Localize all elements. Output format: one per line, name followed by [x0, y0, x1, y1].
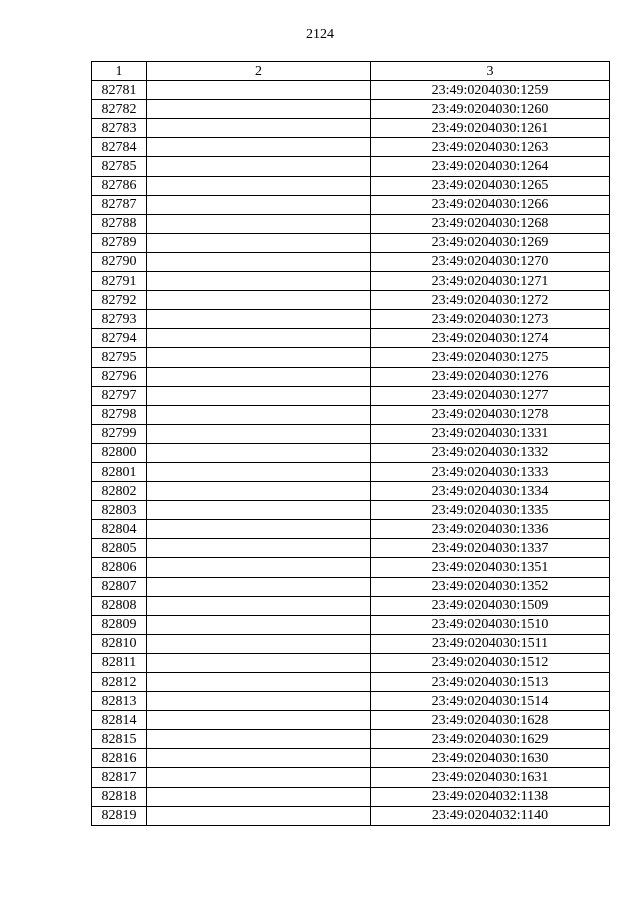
row-number-cell: 82812: [92, 673, 147, 692]
description-cell: [147, 214, 371, 233]
cadastral-number-cell: 23:49:0204030:1351: [371, 558, 610, 577]
row-number-cell: 82802: [92, 482, 147, 501]
description-cell: [147, 501, 371, 520]
cadastral-table: [91, 61, 610, 826]
cadastral-number-cell: 23:49:0204030:1511: [371, 634, 610, 653]
row-number-cell: 82817: [92, 768, 147, 787]
cadastral-number-cell: 23:49:0204030:1261: [371, 119, 610, 138]
description-cell: [147, 787, 371, 806]
column-header-3: 3: [371, 62, 610, 81]
table-row: [92, 443, 610, 462]
cadastral-number-cell: 23:49:0204030:1335: [371, 501, 610, 520]
row-number-cell: 82811: [92, 653, 147, 672]
column-header-1: 1: [92, 62, 147, 81]
table-row: [92, 348, 610, 367]
table-row: [92, 252, 610, 271]
cadastral-number-cell: 23:49:0204030:1278: [371, 405, 610, 424]
table-row: [92, 81, 610, 100]
table-row: [92, 176, 610, 195]
cadastral-number-cell: 23:49:0204030:1270: [371, 252, 610, 271]
description-cell: [147, 119, 371, 138]
description-cell: [147, 462, 371, 481]
table-row: [92, 214, 610, 233]
description-cell: [147, 310, 371, 329]
table-row: [92, 138, 610, 157]
table-body: [92, 81, 610, 826]
cadastral-number-cell: 23:49:0204030:1333: [371, 462, 610, 481]
cadastral-number-cell: 23:49:0204030:1352: [371, 577, 610, 596]
row-number-cell: 82805: [92, 539, 147, 558]
table-row: [92, 749, 610, 768]
row-number-cell: 82793: [92, 310, 147, 329]
table-row: [92, 386, 610, 405]
cadastral-number-cell: 23:49:0204030:1269: [371, 233, 610, 252]
description-cell: [147, 405, 371, 424]
cadastral-number-cell: 23:49:0204030:1513: [371, 673, 610, 692]
row-number-cell: 82815: [92, 730, 147, 749]
cadastral-number-cell: 23:49:0204030:1268: [371, 214, 610, 233]
description-cell: [147, 386, 371, 405]
cadastral-number-cell: 23:49:0204030:1277: [371, 386, 610, 405]
row-number-cell: 82807: [92, 577, 147, 596]
cadastral-number-cell: 23:49:0204030:1276: [371, 367, 610, 386]
cadastral-number-cell: 23:49:0204030:1263: [371, 138, 610, 157]
description-cell: [147, 768, 371, 787]
row-number-cell: 82795: [92, 348, 147, 367]
cadastral-number-cell: 23:49:0204030:1260: [371, 100, 610, 119]
description-cell: [147, 577, 371, 596]
table-row: [92, 100, 610, 119]
description-cell: [147, 329, 371, 348]
cadastral-number-cell: 23:49:0204030:1273: [371, 310, 610, 329]
description-cell: [147, 539, 371, 558]
table-row: [92, 787, 610, 806]
row-number-cell: 82810: [92, 634, 147, 653]
table-row: [92, 539, 610, 558]
cadastral-number-cell: 23:49:0204030:1512: [371, 653, 610, 672]
cadastral-number-cell: 23:49:0204030:1631: [371, 768, 610, 787]
table-row: [92, 692, 610, 711]
description-cell: [147, 749, 371, 768]
page-number: 2124: [306, 27, 334, 42]
cadastral-number-cell: 23:49:0204032:1138: [371, 787, 610, 806]
description-cell: [147, 653, 371, 672]
row-number-cell: 82784: [92, 138, 147, 157]
cadastral-number-cell: 23:49:0204030:1334: [371, 482, 610, 501]
cadastral-number-cell: 23:49:0204030:1629: [371, 730, 610, 749]
row-number-cell: 82796: [92, 367, 147, 386]
description-cell: [147, 634, 371, 653]
cadastral-number-cell: 23:49:0204030:1331: [371, 424, 610, 443]
description-cell: [147, 692, 371, 711]
description-cell: [147, 81, 371, 100]
description-cell: [147, 711, 371, 730]
table-row: [92, 424, 610, 443]
cadastral-number-cell: 23:49:0204030:1271: [371, 272, 610, 291]
row-number-cell: 82800: [92, 443, 147, 462]
table-row: [92, 367, 610, 386]
row-number-cell: 82783: [92, 119, 147, 138]
table-header: [92, 62, 610, 81]
row-number-cell: 82792: [92, 291, 147, 310]
row-number-cell: 82809: [92, 615, 147, 634]
table-row: [92, 558, 610, 577]
row-number-cell: 82798: [92, 405, 147, 424]
description-cell: [147, 424, 371, 443]
row-number-cell: 82794: [92, 329, 147, 348]
table-row: [92, 482, 610, 501]
row-number-cell: 82818: [92, 787, 147, 806]
table-row: [92, 233, 610, 252]
description-cell: [147, 596, 371, 615]
table-row: [92, 157, 610, 176]
description-cell: [147, 558, 371, 577]
table-row: [92, 730, 610, 749]
cadastral-number-cell: 23:49:0204030:1265: [371, 176, 610, 195]
row-number-cell: 82819: [92, 806, 147, 825]
description-cell: [147, 348, 371, 367]
table-row: [92, 673, 610, 692]
row-number-cell: 82816: [92, 749, 147, 768]
description-cell: [147, 291, 371, 310]
table-row: [92, 405, 610, 424]
description-cell: [147, 730, 371, 749]
table-row: [92, 501, 610, 520]
cadastral-number-cell: 23:49:0204032:1140: [371, 806, 610, 825]
table-row: [92, 329, 610, 348]
description-cell: [147, 806, 371, 825]
description-cell: [147, 195, 371, 214]
row-number-cell: 82813: [92, 692, 147, 711]
table-row: [92, 291, 610, 310]
description-cell: [147, 615, 371, 634]
cadastral-number-cell: 23:49:0204030:1274: [371, 329, 610, 348]
table-row: [92, 310, 610, 329]
row-number-cell: 82786: [92, 176, 147, 195]
row-number-cell: 82806: [92, 558, 147, 577]
table-row: [92, 634, 610, 653]
row-number-cell: 82787: [92, 195, 147, 214]
cadastral-number-cell: 23:49:0204030:1275: [371, 348, 610, 367]
cadastral-number-cell: 23:49:0204030:1628: [371, 711, 610, 730]
table-row: [92, 806, 610, 825]
cadastral-number-cell: 23:49:0204030:1266: [371, 195, 610, 214]
table-row: [92, 711, 610, 730]
table-row: [92, 462, 610, 481]
description-cell: [147, 233, 371, 252]
cadastral-number-cell: 23:49:0204030:1630: [371, 749, 610, 768]
description-cell: [147, 100, 371, 119]
table-row: [92, 768, 610, 787]
description-cell: [147, 443, 371, 462]
row-number-cell: 82790: [92, 252, 147, 271]
description-cell: [147, 482, 371, 501]
description-cell: [147, 272, 371, 291]
row-number-cell: 82814: [92, 711, 147, 730]
cadastral-number-cell: 23:49:0204030:1337: [371, 539, 610, 558]
table-row: [92, 195, 610, 214]
row-number-cell: 82791: [92, 272, 147, 291]
cadastral-number-cell: 23:49:0204030:1272: [371, 291, 610, 310]
table-row: [92, 596, 610, 615]
description-cell: [147, 673, 371, 692]
description-cell: [147, 520, 371, 539]
cadastral-number-cell: 23:49:0204030:1336: [371, 520, 610, 539]
cadastral-number-cell: 23:49:0204030:1264: [371, 157, 610, 176]
description-cell: [147, 252, 371, 271]
cadastral-number-cell: 23:49:0204030:1510: [371, 615, 610, 634]
description-cell: [147, 176, 371, 195]
row-number-cell: 82808: [92, 596, 147, 615]
row-number-cell: 82799: [92, 424, 147, 443]
table-row: [92, 119, 610, 138]
row-number-cell: 82782: [92, 100, 147, 119]
column-header-2: 2: [147, 62, 371, 81]
description-cell: [147, 138, 371, 157]
row-number-cell: 82801: [92, 462, 147, 481]
cadastral-number-cell: 23:49:0204030:1509: [371, 596, 610, 615]
table-row: [92, 272, 610, 291]
row-number-cell: 82785: [92, 157, 147, 176]
row-number-cell: 82781: [92, 81, 147, 100]
row-number-cell: 82789: [92, 233, 147, 252]
row-number-cell: 82803: [92, 501, 147, 520]
row-number-cell: 82797: [92, 386, 147, 405]
table-row: [92, 653, 610, 672]
cadastral-number-cell: 23:49:0204030:1259: [371, 81, 610, 100]
row-number-cell: 82804: [92, 520, 147, 539]
cadastral-number-cell: 23:49:0204030:1332: [371, 443, 610, 462]
row-number-cell: 82788: [92, 214, 147, 233]
table-row: [92, 520, 610, 539]
table-row: [92, 615, 610, 634]
header-row: [92, 62, 610, 81]
table-row: [92, 577, 610, 596]
cadastral-number-cell: 23:49:0204030:1514: [371, 692, 610, 711]
description-cell: [147, 367, 371, 386]
description-cell: [147, 157, 371, 176]
